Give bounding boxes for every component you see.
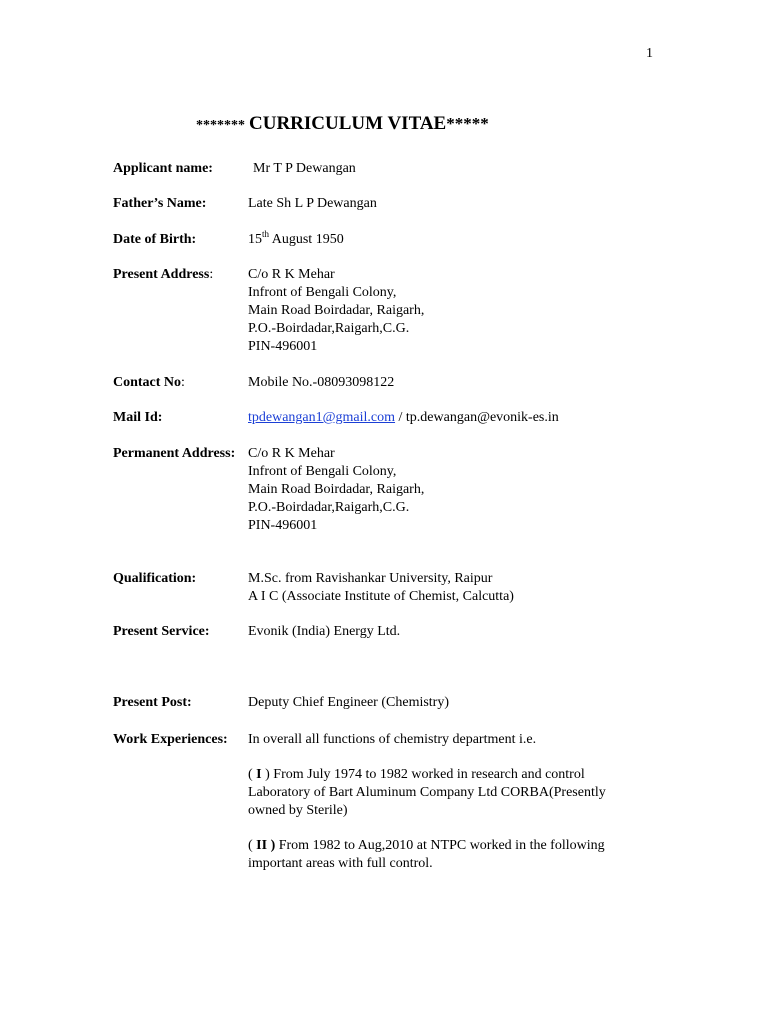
qualification-line: M.Sc. from Ravishankar University, Raipur [248,571,493,586]
applicant-name-value: Mr T P Dewangan [253,161,356,176]
mail-label: Mail Id: [113,410,163,425]
father-name-value: Late Sh L P Dewangan [248,196,377,211]
present-service-value: Evonik (India) Energy Ltd. [248,624,401,639]
work-item-2 [248,837,605,873]
title-text: CURRICULUM VITAE [249,113,447,134]
work-item-1-open: ( [248,767,257,782]
work-item-1-numeral: I [256,767,262,782]
present-address-label-text: Present Address [113,267,210,282]
applicant-name-label: Applicant name: [113,161,213,176]
work-item-1 [248,766,606,820]
present-address-line: C/o R K Mehar [248,267,335,282]
work-item-2-line: important areas with full control. [248,856,433,871]
contact-label [113,374,185,392]
work-item-1-line: Laboratory of Bart Aluminum Company Ltd CORBA(Presently [248,785,606,800]
work-item-1-close: ) [261,767,274,782]
present-service-label: Present Service: [113,624,210,639]
qualification-line: A I C (Associate Institute of Chemist, Calcutta) [248,589,514,604]
contact-colon: : [181,375,185,390]
present-post-label: Present Post: [113,695,192,710]
permanent-address-line: Infront of Bengali Colony, [248,464,397,479]
document-title [196,113,489,135]
contact-label-text: Contact No [113,375,182,390]
present-address-line: P.O.-Boirdadar,Raigarh,C.G. [248,321,410,336]
qualification-label: Qualification: [113,571,197,586]
permanent-address-label: Permanent Address: [113,446,236,461]
present-address-value [248,266,424,356]
mail-value [248,409,559,427]
dob-suffix: th [262,229,270,239]
work-item-1-line: owned by Sterile) [248,803,348,818]
work-item-1-text: From July 1974 to 1982 worked in research and control [273,767,585,782]
father-name-label: Father’s Name: [113,196,207,211]
present-address-line: Infront of Bengali Colony, [248,285,397,300]
present-address-colon: : [209,267,214,282]
title-stars-left: ******* [196,118,245,133]
present-address-label [113,266,213,284]
work-item-2-numeral: II ) [256,838,276,853]
permanent-address-line: Main Road Boirdadar, Raigarh, [248,482,425,497]
work-item-2-text: From 1982 to Aug,2010 at NTPC worked in the following [275,838,605,853]
present-address-line: Main Road Boirdadar, Raigarh, [248,303,425,318]
work-item-2-line [248,837,605,855]
work-item-1-line [248,766,606,784]
dob-day: 15 [248,232,262,247]
present-post-value: Deputy Chief Engineer (Chemistry) [248,695,450,710]
dob-label: Date of Birth: [113,232,197,247]
dob-rest: August 1950 [271,232,344,247]
permanent-address-line: P.O.-Boirdadar,Raigarh,C.G. [248,500,410,515]
permanent-address-line: PIN-496001 [248,518,318,533]
email-alternate: / tp.dewangan@evonik-es.in [395,410,559,425]
page-number: 1 [646,46,653,61]
work-item-2-open: ( [248,838,257,853]
permanent-address-value [248,445,424,535]
title-stars-right: ***** [446,114,489,133]
work-experiences-intro: In overall all functions of chemistry department i.e. [248,732,537,747]
present-address-line: PIN-496001 [248,339,318,354]
permanent-address-line: C/o R K Mehar [248,446,335,461]
dob-value [248,231,344,249]
email-link[interactable]: tpdewangan1@gmail.com [248,410,396,425]
work-experiences-label: Work Experiences: [113,732,228,747]
contact-value: Mobile No.-08093098122 [248,375,395,390]
qualification-value [248,570,514,606]
